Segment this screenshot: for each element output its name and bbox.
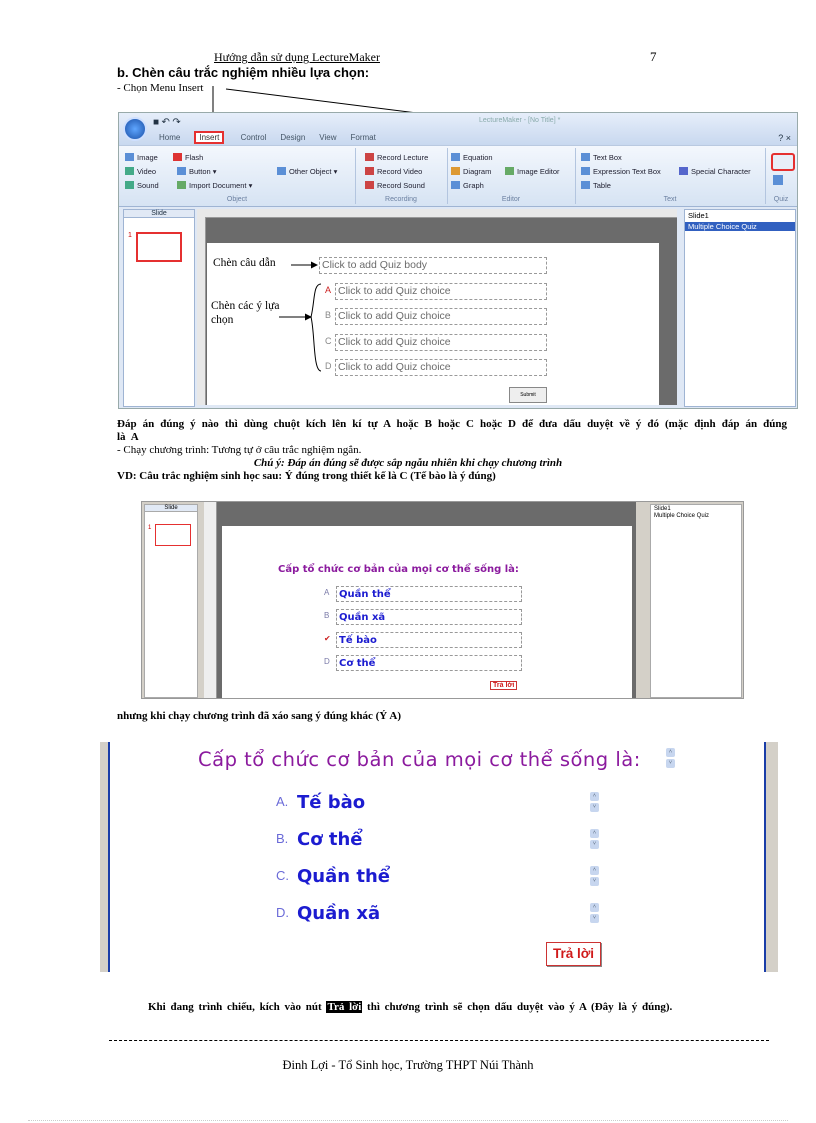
ruler-vertical (197, 217, 206, 405)
choice-letter-c-checked[interactable]: ✔ (324, 634, 331, 643)
ribbon (119, 145, 797, 207)
choice-letter-c[interactable]: C (325, 336, 332, 346)
record-sound-button[interactable]: Record Sound (365, 181, 425, 190)
answer-button[interactable]: Trả lời (490, 681, 517, 690)
slide-work-area (197, 209, 677, 405)
group-label-quiz: Quiz (773, 196, 789, 203)
tab-insert[interactable]: Insert (194, 131, 224, 144)
slide-number: 1 (128, 232, 132, 239)
quiz-choice-c[interactable]: Click to add Quiz choice (335, 334, 547, 351)
presentation-screenshot (100, 742, 778, 972)
special-character-button[interactable]: Special Character (679, 167, 751, 176)
tab-format[interactable]: Format (350, 133, 376, 142)
label-insert-choices: Chèn các ý lựa chọn (211, 300, 280, 326)
expression-text-box-button[interactable]: Expression Text Box (581, 167, 661, 176)
step-choose-insert: - Chọn Menu Insert (117, 82, 204, 94)
quiz-choice-d[interactable]: Cơ thể (336, 655, 522, 671)
object-panel (684, 209, 796, 407)
choice-letter-b[interactable]: B (324, 611, 330, 620)
paragraph-answer-instruction: Đáp án đúng ý nào thì dùng chuột kích lên kí tự A hoặc B hoặc C hoặc D để đưa dấu duyệt về ý đó (mặc định đáp án đúng là A (117, 418, 787, 443)
quick-access-toolbar[interactable]: ■ ↶ ↷ (153, 117, 181, 128)
record-video-button[interactable]: Record Video (365, 167, 422, 176)
window-right-border (764, 742, 778, 972)
quiz-choice-b[interactable]: Quần xã (336, 609, 522, 625)
choice-letter-d[interactable]: D. (276, 905, 289, 920)
tab-home[interactable]: Home (159, 133, 181, 142)
choice-letter-a[interactable]: A (324, 588, 330, 597)
ribbon-tabs (159, 133, 390, 142)
button-button[interactable]: Button ▾ (177, 167, 217, 176)
quiz-body-placeholder[interactable]: Click to add Quiz body (319, 257, 547, 274)
group-recording (355, 148, 448, 204)
quiz-choice-a[interactable]: Click to add Quiz choice (335, 283, 547, 300)
app-title: LectureMaker - [No Title] * (479, 117, 561, 124)
group-object (119, 148, 356, 204)
slide-panel (144, 504, 198, 698)
table-button[interactable]: Table (581, 181, 611, 190)
group-label-editor: Editor (501, 196, 521, 203)
lecturemaker-insert-screenshot (118, 112, 798, 409)
choice-letter-d[interactable]: D (324, 657, 330, 666)
help-icon[interactable]: ? × (778, 133, 791, 143)
group-label-recording: Recording (385, 196, 417, 203)
window-left-border (100, 742, 110, 972)
equation-button[interactable]: Equation (451, 153, 493, 162)
paragraph-run: - Chạy chương trình: Tương tự ở câu trắc nghiệm ngắn. (117, 444, 362, 456)
choice-c[interactable]: Quần thể (297, 866, 390, 887)
choice-letter-c[interactable]: C. (276, 868, 289, 883)
graph-button[interactable]: Graph (451, 181, 484, 190)
slide-number: 1 (148, 525, 152, 531)
final-text-before: Khi đang trình chiếu, kích vào nút (148, 1001, 322, 1013)
paragraph-shuffled: nhưng khi chạy chương trình đã xáo sang ý đúng khác (Ý A) (117, 710, 401, 722)
sound-button[interactable]: Sound (125, 181, 159, 190)
slide-panel-title: Slide (124, 210, 194, 218)
page-bottom-divider (28, 1120, 788, 1121)
slide-canvas (222, 526, 632, 698)
choice-a-spinner[interactable]: ˄ ˅ (590, 792, 599, 812)
choice-b[interactable]: Cơ thể (297, 829, 363, 850)
group-label-text: Text (663, 196, 677, 203)
slide-panel (123, 209, 195, 407)
tab-control[interactable]: Control (240, 133, 267, 142)
choice-letter-a[interactable]: A. (276, 794, 289, 809)
footer-divider (109, 1040, 769, 1041)
answer-button[interactable]: Trả lời (546, 942, 601, 966)
object-panel-title: Slide1 (654, 506, 671, 512)
quiz-icon[interactable] (773, 175, 783, 185)
image-editor-button[interactable]: Image Editor (505, 167, 560, 176)
object-panel-title: Slide1 (688, 211, 709, 220)
record-lecture-button[interactable]: Record Lecture (365, 153, 428, 162)
choice-letter-a[interactable]: A (325, 285, 332, 295)
quiz-question: Cấp tổ chức cơ bản của mọi cơ thể sống là: (278, 564, 519, 575)
footer-text: Đinh Lợi - Tổ Sinh học, Trường THPT Núi Thành (282, 1058, 534, 1072)
choice-letter-b[interactable]: B (325, 310, 332, 320)
header-title: Hướng dẫn sử dụng LectureMaker (214, 50, 380, 64)
import-document-button[interactable]: Import Document ▾ (177, 181, 252, 190)
slide-panel-title: Slide (145, 505, 197, 512)
page-number: 7 (650, 49, 657, 64)
section-heading: b. Chèn câu trắc nghiệm nhiều lựa chọn: (117, 65, 370, 80)
quiz-choice-a[interactable]: Quần thể (336, 586, 522, 602)
tab-design[interactable]: Design (280, 133, 306, 142)
slide-thumbnail[interactable] (155, 524, 191, 546)
paragraph-example: VD: Câu trắc nghiệm sinh học sau: Ý đúng trong thiết kế là C (Tế bào là ý đúng) (117, 470, 496, 482)
diagram-button[interactable]: Diagram (451, 167, 491, 176)
group-label-object: Object (226, 196, 248, 203)
label-insert-stem: Chèn câu dẫn (213, 257, 276, 269)
design-view-screenshot (141, 501, 744, 699)
choice-d-spinner[interactable]: ˄ ˅ (590, 903, 599, 923)
multiple-choice-quiz-button[interactable] (771, 153, 795, 171)
group-text (575, 148, 766, 204)
tab-view[interactable]: View (319, 133, 337, 142)
ruler-vertical (204, 502, 217, 698)
choice-d[interactable]: Quần xã (297, 903, 381, 924)
submit-button[interactable]: Submit (509, 387, 547, 403)
quiz-choice-c[interactable]: Tế bào (336, 632, 522, 648)
video-button[interactable]: Video (125, 167, 156, 176)
quiz-choice-b[interactable]: Click to add Quiz choice (335, 308, 547, 325)
choice-c-spinner[interactable]: ˄ ˅ (590, 866, 599, 886)
quiz-question: Cấp tổ chức cơ bản của mọi cơ thể sống là: (198, 748, 641, 771)
choice-letter-d[interactable]: D (325, 361, 332, 371)
slide-work-area (204, 502, 636, 698)
question-spinner[interactable]: ˄ ˅ (666, 748, 675, 768)
text-box-button[interactable]: Text Box (581, 153, 622, 162)
choice-a[interactable]: Tế bào (297, 792, 366, 813)
object-panel (650, 504, 742, 698)
quiz-choice-d[interactable]: Click to add Quiz choice (335, 359, 547, 376)
group-editor (447, 148, 576, 204)
image-button[interactable]: Image (125, 153, 158, 162)
flash-button[interactable]: Flash (173, 153, 203, 162)
app-menu-orb[interactable] (123, 117, 147, 141)
title-bar (119, 113, 797, 145)
object-panel-item[interactable]: Multiple Choice Quiz (685, 222, 795, 231)
paragraph-final (148, 1001, 672, 1013)
ruler-horizontal (197, 209, 677, 218)
paragraph-note: Chú ý: Đáp án đúng sẽ được sắp ngẫu nhiên khi chạy chương trình (253, 457, 563, 469)
other-object-button[interactable]: Other Object ▾ (277, 167, 337, 176)
final-text-after: thì chương trình sẽ chọn dấu duyệt vào ý A (Đây là ý đúng). (367, 1001, 673, 1013)
object-panel-item[interactable]: Multiple Choice Quiz (654, 513, 710, 519)
slide-thumbnail[interactable] (136, 232, 182, 262)
choice-b-spinner[interactable]: ˄ ˅ (590, 829, 599, 849)
choice-letter-b[interactable]: B. (276, 831, 289, 846)
slide-canvas (207, 243, 659, 405)
inline-answer-button: Trả lời (327, 1001, 362, 1013)
